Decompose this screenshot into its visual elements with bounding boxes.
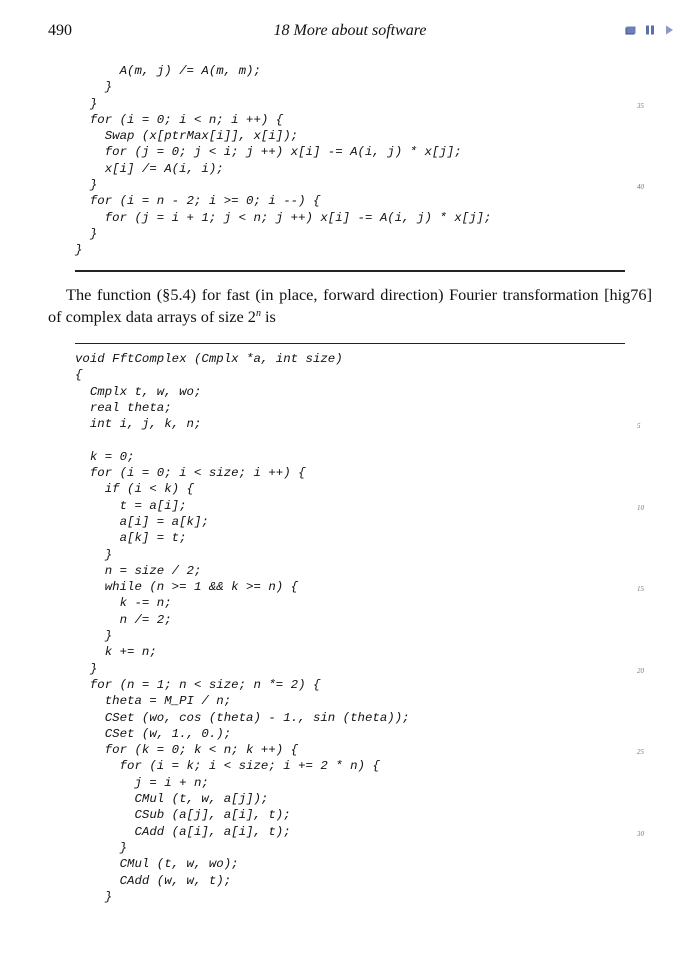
code-line [75, 226, 491, 242]
line-number: 20 [637, 666, 644, 675]
code-text: j = i + n; [75, 775, 209, 790]
paragraph-text-end: is [260, 307, 276, 326]
code-line [75, 775, 410, 791]
code-text: t = a[i]; [75, 498, 187, 513]
code-text: a[k] = t; [75, 531, 187, 546]
line-number: 40 [637, 183, 644, 192]
code-line [75, 177, 644, 193]
code-text: CAdd (a[i], a[i], t); [75, 824, 291, 839]
code-line [75, 128, 491, 144]
code-text: k -= n; [75, 596, 172, 611]
code-text: if (i < k) { [75, 482, 194, 497]
code-line [75, 432, 410, 448]
code-line [75, 824, 644, 840]
code-line [75, 498, 644, 514]
code-text: for (i = k; i < size; i += 2 * n) { [75, 759, 380, 774]
code-line [75, 351, 410, 367]
code-text: } [75, 889, 113, 904]
code-line [75, 612, 410, 628]
code-text: CMul (t, w, a[j]); [75, 792, 269, 807]
code-line [75, 873, 410, 889]
code-text: CSet (wo, cos (theta) - 1., sin (theta)); [75, 710, 410, 725]
code-text: } [75, 661, 98, 676]
code-text: a[i] = a[k]; [75, 514, 209, 529]
code-listing-fft [75, 351, 644, 905]
code-line [75, 807, 410, 823]
code-line [75, 547, 410, 563]
exponent: n [255, 308, 261, 319]
code-text: } [75, 629, 113, 644]
line-number: 15 [637, 585, 644, 594]
code-line [75, 595, 410, 611]
code-line [75, 465, 410, 481]
code-text: CSet (w, 1., 0.); [75, 726, 232, 741]
code-text: for (j = 0; j < i; j ++) x[i] -= A(i, j) * x[j]; [75, 145, 462, 160]
stop-icon[interactable] [625, 26, 636, 35]
page-header [0, 18, 700, 48]
code-text: for (i = 0; i < size; i ++) { [75, 466, 306, 481]
code-line [75, 210, 491, 226]
line-number: 5 [637, 422, 641, 431]
code-text: { [75, 368, 83, 383]
code-line [75, 79, 491, 95]
code-text: } [75, 80, 113, 95]
line-number: 25 [637, 748, 644, 757]
code-line [75, 63, 491, 79]
code-text: n /= 2; [75, 612, 172, 627]
code-line [75, 384, 410, 400]
paragraph-text: The function (§5.4) for fast (in place, forward direction) Fourier transformation [hig76] of complex data arrays of size 2 [48, 285, 652, 326]
code-line [75, 144, 491, 160]
code-text: CMul (t, w, wo); [75, 857, 239, 872]
page-number: 490 [48, 22, 72, 39]
code-text: Cmplx t, w, wo; [75, 384, 202, 399]
code-line [75, 856, 410, 872]
code-line [75, 530, 410, 546]
code-line [75, 840, 410, 856]
code-text: real theta; [75, 400, 172, 415]
code-line [75, 242, 491, 258]
code-line [75, 449, 410, 465]
pause-icon[interactable] [645, 25, 656, 35]
code-line [75, 112, 491, 128]
navigation-controls [625, 25, 674, 35]
line-number: 10 [637, 503, 644, 512]
chapter-title: 18 More about software [273, 22, 427, 39]
code-line [75, 710, 410, 726]
code-line [75, 579, 644, 595]
code-line [75, 481, 410, 497]
code-text: for (i = 0; i < n; i ++) { [75, 112, 284, 127]
code-listing-top [75, 63, 644, 259]
code-line [75, 161, 491, 177]
code-text: for (n = 1; n < size; n *= 2) { [75, 677, 321, 692]
code-line [75, 514, 410, 530]
listing-start-rule [75, 343, 625, 344]
code-text: for (k = 0; k < n; k ++) { [75, 743, 299, 758]
code-line [75, 791, 410, 807]
code-line [75, 677, 410, 693]
code-text: n = size / 2; [75, 563, 202, 578]
line-number: 35 [637, 101, 644, 110]
code-text: x[i] /= A(i, i); [75, 161, 224, 176]
code-line [75, 661, 644, 677]
code-text: theta = M_PI / n; [75, 694, 232, 709]
code-text: A(m, j) /= A(m, m); [75, 64, 261, 78]
code-line [75, 416, 641, 432]
code-text: for (i = n - 2; i >= 0; i --) { [75, 194, 321, 209]
body-paragraph [48, 284, 652, 328]
code-text: } [75, 226, 98, 241]
code-line [75, 726, 410, 742]
code-text: } [75, 243, 83, 258]
listing-end-rule [75, 270, 625, 272]
code-text: } [75, 178, 98, 193]
code-line [75, 563, 410, 579]
code-text: for (j = i + 1; j < n; j ++) x[i] -= A(i, j) * x[j]; [75, 210, 492, 225]
code-line [75, 758, 410, 774]
code-line [75, 742, 644, 758]
code-line [75, 628, 410, 644]
code-line [75, 644, 410, 660]
code-line [75, 367, 410, 383]
code-line [75, 96, 644, 112]
code-line [75, 889, 410, 905]
code-text: Swap (x[ptrMax[i]], x[i]); [75, 129, 299, 144]
code-text: k = 0; [75, 449, 135, 464]
code-text: CAdd (w, w, t); [75, 873, 232, 888]
code-line [75, 193, 491, 209]
code-text: while (n >= 1 && k >= n) { [75, 580, 299, 595]
code-text: CSub (a[j], a[i], t); [75, 808, 291, 823]
code-text: } [75, 840, 128, 855]
play-icon[interactable] [665, 25, 674, 35]
code-line [75, 693, 410, 709]
line-number: 30 [637, 829, 644, 838]
code-text: int i, j, k, n; [75, 417, 202, 432]
code-line [75, 400, 410, 416]
code-text: k += n; [75, 645, 157, 660]
code-text: } [75, 547, 113, 562]
code-text: void FftComplex (Cmplx *a, int size) [75, 352, 343, 366]
code-text: } [75, 96, 98, 111]
